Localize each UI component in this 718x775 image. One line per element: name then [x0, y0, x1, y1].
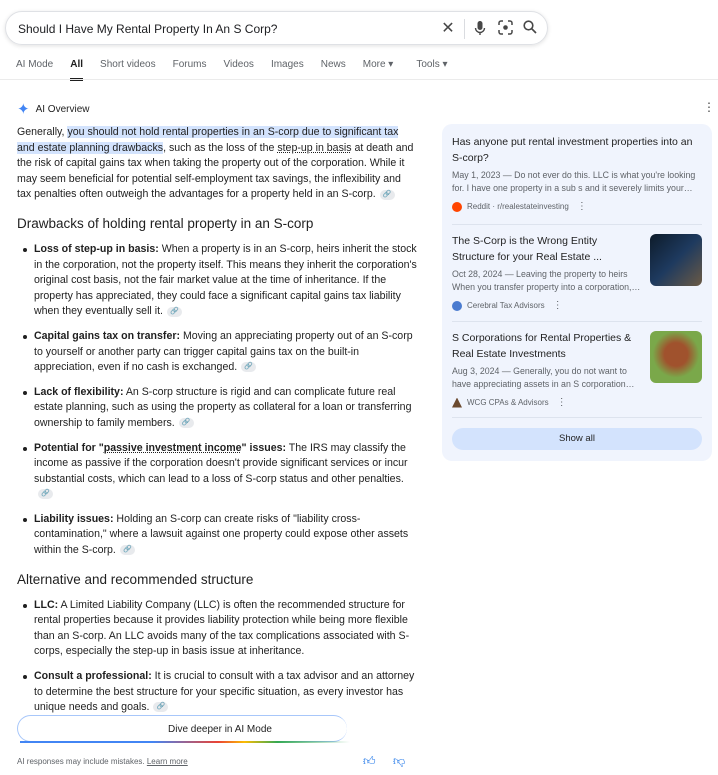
alternatives-list: [17, 598, 417, 716]
source-card[interactable]: [452, 234, 702, 311]
ai-overview-label: AI Overview: [35, 103, 90, 115]
divider: [464, 19, 465, 39]
learn-more-link[interactable]: Learn more: [146, 757, 188, 766]
list-item: [17, 598, 417, 660]
text: A Limited Liability Company (LLC) is often the recommended structure for rental properties because it provides liability protection while being more flexible than an S-corp. An LLC avoids many of the tax complications associated with S-corps, especially the step-up in basis issue at inheritance.: [34, 598, 410, 658]
divider: [452, 224, 702, 225]
tab-news[interactable]: News: [320, 59, 346, 70]
more-options-icon[interactable]: ⋮: [703, 100, 715, 114]
term: Potential for ": [34, 441, 104, 454]
intro-paragraph: [17, 125, 417, 203]
highlighted-text: you should not hold rental properties in an S-corp due to significant tax and estate planning drawbacks: [17, 126, 399, 154]
more-options-icon[interactable]: ⋮: [552, 300, 563, 311]
list-item: [17, 242, 417, 320]
term: LLC:: [34, 598, 59, 611]
text: An S-corp structure is rigid and can complicate future real estate planning, such as using the property as collateral for a loan or transferring ownership to family members.: [34, 385, 412, 429]
section-heading: Alternative and recommended structure: [17, 571, 254, 587]
source-card[interactable]: [452, 135, 702, 212]
tab-all[interactable]: All: [70, 59, 84, 70]
tab-forums[interactable]: Forums: [172, 59, 207, 70]
disclaimer-text: AI responses may include mistakes.: [17, 757, 145, 766]
text: When a property is in an S-corp, heirs inherit the stock in the corporation, not the property itself. This means they inherit the corporation's original cost basis, not the fair market value at the time of inheritance. If the property has appreciated, they could face a significant capital gains tax liability when they eventually sell it.: [34, 242, 417, 318]
text: at death and the risk of capital gains tax when taking the property out of the corporation. While it may seem beneficial for potential self-employment tax savings, the inflexibility and tax penalties often outweigh the advantages for a property held in an S-corp.: [17, 141, 414, 201]
show-all-button[interactable]: Show all: [452, 428, 702, 450]
text: Generally,: [17, 126, 68, 138]
text: Moving an appreciating property out of an S-corp to yourself or another party can trigger capital gains tax on the built-in appreciation, even if no cash is exchanged.: [34, 329, 413, 374]
source-card[interactable]: [452, 331, 702, 408]
microphone-icon[interactable]: [471, 20, 489, 38]
sources-panel: [442, 124, 712, 461]
tab-ai-mode[interactable]: AI Mode: [16, 59, 54, 70]
globe-icon: [452, 301, 462, 311]
tab-more[interactable]: More ▾: [362, 59, 394, 70]
text: Holding an S-corp can create risks of "liability cross-contamination," where a lawsuit against one property could expose other assets within the S-corp.: [34, 512, 409, 557]
text: , such as the loss of the: [163, 141, 278, 154]
term: Loss of step-up in basis:: [34, 242, 159, 255]
term: Liability issues:: [34, 512, 114, 525]
source-site: Reddit · r/realestateinvesting: [467, 202, 569, 211]
source-site: WCG CPAs & Advisors: [467, 398, 549, 407]
link-icon[interactable]: 🔗: [179, 418, 194, 428]
more-options-icon[interactable]: ⋮: [576, 201, 587, 212]
dive-deeper-label: Dive deeper in AI Mode: [168, 724, 272, 735]
thumbs-up-icon[interactable]: 👍︎: [363, 754, 376, 768]
term: " issues:: [241, 441, 287, 454]
text: It is crucial to consult with a tax advisor and an attorney to determine the best structure for your specific situation, as every investor has unique needs and goals.: [34, 670, 415, 714]
source-snippet: Aug 3, 2024 — Generally, you do not want to have appreciating assets in an S corporation…: [452, 366, 635, 389]
gemini-sparkle-icon: ✦: [17, 101, 30, 118]
divider: [452, 321, 702, 322]
term: Capital gains tax on transfer:: [34, 329, 180, 342]
text: The IRS may classify the income as passive if the corporation doesn't provide significant services or incur substantial costs, which can lead to a loss of S-corp status and other penalties.: [34, 441, 408, 485]
search-bar[interactable]: [5, 11, 548, 45]
source-title[interactable]: The S-Corp is the Wrong Entity Structure for your Real Estate ...: [452, 235, 602, 263]
tab-videos[interactable]: Videos: [223, 59, 254, 70]
term: Consult a professional:: [34, 670, 152, 683]
disclaimer: [17, 757, 188, 766]
tab-tools[interactable]: Tools ▾: [416, 59, 448, 70]
tab-short-videos[interactable]: Short videos: [100, 59, 156, 70]
step-up-link[interactable]: step-up in basis: [277, 141, 352, 154]
list-item: [17, 385, 417, 432]
divider: [0, 79, 718, 80]
source-site: Cerebral Tax Advisors: [467, 301, 545, 310]
section-heading: Drawbacks of holding rental property in an S-corp: [17, 215, 314, 231]
link-icon[interactable]: 🔗: [153, 702, 168, 712]
lens-icon[interactable]: [496, 20, 514, 38]
thumbs-down-icon[interactable]: 👎︎: [393, 754, 406, 768]
link-icon[interactable]: 🔗: [241, 362, 256, 372]
ai-overview-content: [17, 125, 417, 725]
reddit-icon: [452, 202, 462, 212]
clear-icon[interactable]: ✕: [441, 20, 455, 37]
divider: [452, 417, 702, 418]
search-input[interactable]: Should I Have My Rental Property In An S Corp?: [18, 22, 278, 36]
link-icon[interactable]: 🔗: [120, 545, 135, 555]
link-icon[interactable]: 🔗: [380, 190, 395, 200]
ai-overview-header: [17, 100, 89, 118]
wcg-logo-icon: [452, 398, 462, 408]
source-snippet: May 1, 2023 — Do not ever do this. LLC is what you're looking for. I have one property in a sub s and it severely limits your…: [452, 170, 696, 193]
tab-images[interactable]: Images: [270, 59, 304, 70]
list-item: [17, 329, 417, 376]
passive-income-link[interactable]: passive investment income: [103, 441, 242, 454]
source-title[interactable]: Has anyone put rental investment properties into an S-corp?: [452, 136, 693, 164]
drawbacks-list: [17, 242, 417, 559]
link-icon[interactable]: 🔗: [167, 307, 182, 317]
list-item: [17, 441, 417, 503]
dive-deeper-button[interactable]: [17, 715, 347, 742]
search-tabs: [16, 59, 465, 70]
search-icon[interactable]: [521, 20, 539, 38]
link-icon[interactable]: 🔗: [38, 489, 53, 499]
source-snippet: Oct 28, 2024 — Leaving the property to heirs When you transfer property into a corporation,…: [452, 269, 641, 292]
list-item: [17, 512, 417, 559]
list-item: [17, 669, 417, 716]
term: Lack of flexibility:: [34, 385, 124, 398]
more-options-icon[interactable]: ⋮: [556, 397, 567, 408]
source-title[interactable]: S Corporations for Rental Properties & Real Estate Investments: [452, 332, 632, 360]
gradient-bar: [20, 741, 350, 743]
